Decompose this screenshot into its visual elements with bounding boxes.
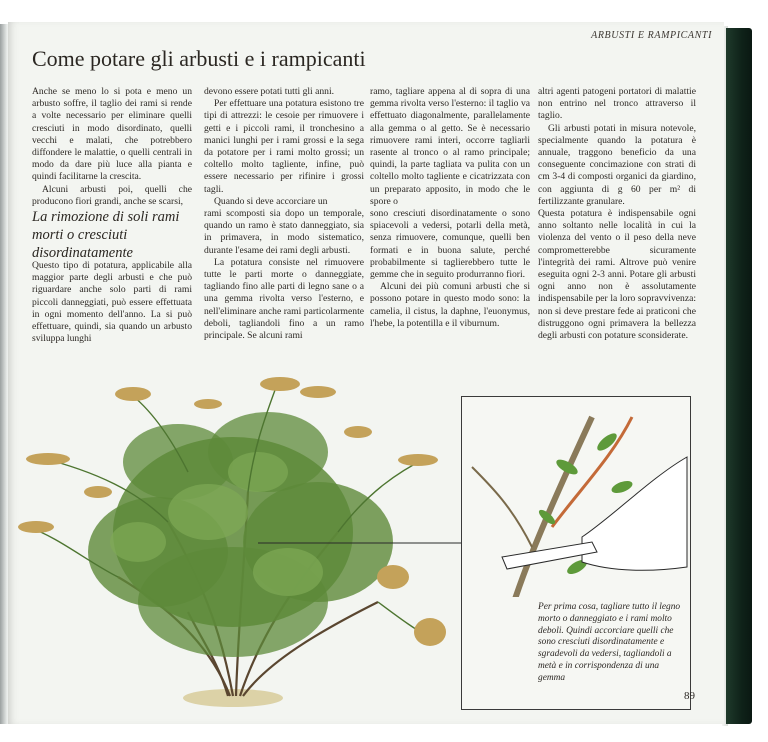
paragraph: Anche se meno lo si pota e meno un arbusto soffre, il taglio dei rami si rende a volte necessario per eliminare quelli cresciuti in modo disordinato, quelli vecchi e malati, che potrebbero diffondere le malattie, o quelli centrali in modo da dare più luce alla pianta e quindi facilitarne la crescita. <box>32 86 192 183</box>
paragraph: Alcuni arbusti poi, quelli che producono fiori grandi, anche se scarsi, <box>32 183 192 207</box>
paragraph: sono cresciuti disordinatamente o sono spiacevoli a vedersi, potarli della metà, senza rimuovere, comunque, quelli ben formati e in buona salute, perché probabilmente si taglierebbero tutte le gemme che in seguito produrranno fiori. <box>370 208 530 281</box>
book-page <box>8 22 724 724</box>
paragraph: ramo, tagliare appena al di sopra di una gemma rivolta verso l'esterno: il taglio va effettuato diagonalmente, parallelamente alla gemma o al getto. Se è necessario rimuovere rami interi, occorre tagliarli rasente al tronco o al ramo principale; quindi, la parte tagliata va pulita con un coltello molto tagliente e cicatrizzata con un preparato apposito, in modo che le spore o <box>370 86 530 207</box>
lower-column-4 <box>538 208 696 342</box>
paragraph: altri agenti patogeni portatori di malattie non entrino nel tronco attraverso il taglio. <box>538 86 696 122</box>
paragraph: Gli arbusti potati in misura notevole, specialmente quando la potatura è annuale, traggono beneficio da una conseguente concimazione con strati di cm 3-4 di composti organici da giardino, con aggiunta di g 60 per m² di fertilizzante granulare. <box>538 122 696 207</box>
page-number: 89 <box>684 690 695 702</box>
page-title: Come potare gli arbusti e i rampicanti <box>32 46 366 71</box>
top-column-4 <box>538 86 696 208</box>
paragraph: Per effettuare una potatura esistono tre tipi di attrezzi: le cesoie per rimuovere i getti e i piccoli rami, il tronchesino a manici lunghi per i rami grossi e la sega da potatore per i rami molto grossi; un coltello molto tagliente, infine, può essere necessario per rifinire i grossi tagli. <box>204 98 364 195</box>
running-head: ARBUSTI E RAMPICANTI <box>591 30 712 41</box>
shrub-illustration <box>18 362 448 712</box>
pruning-hand-illustration <box>462 397 690 597</box>
hand-outline <box>582 457 687 570</box>
lower-column-3 <box>370 208 530 330</box>
paragraph: Questa potatura è indispensabile ogni anno soltanto nelle località in cui la violenza del vento o il peso della neve comprometterebbe sicuramente l'integrità dei rami. Altrove può venire eseguita ogni 2-3 anni. Potare gli arbusti ogni anno non è assolutamente indispensabile per la loro sopravvivenza: non si deve prestare fede ai praticoni che distruggono ogni primavera la bellezza degli arbusti con potature sconsiderate. <box>538 208 696 342</box>
lower-column-1 <box>32 260 192 345</box>
top-column-2 <box>204 86 364 208</box>
top-column-3 <box>370 86 530 208</box>
lower-column-2 <box>204 208 364 342</box>
figure-caption: Per prima cosa, tagliare tutto il legno morto o danneggiato e i rami molto deboli. Quindi accorciare quelli che sono cresciuti disordinatamente e sgradevoli da vedersi, tagliandoli a metà e in corrispondenza di una gemma <box>538 602 681 683</box>
paragraph: Alcuni dei più comuni arbusti che si possono potare in questo modo sono: la camelia, il cistus, la daphne, l'euonymus, l'hebe, la potentilla e il viburnum. <box>370 281 530 329</box>
paragraph: rami scomposti sia dopo un temporale, quando un ramo è stato danneggiato, sia in primavera, in modo sistematico, durante l'esame dei rami degli arbusti. <box>204 208 364 256</box>
top-column-1 <box>32 86 192 208</box>
paragraph: Quando si deve accorciare un <box>214 195 328 207</box>
paragraph: devono essere potati tutti gli anni. <box>204 86 335 97</box>
paragraph: Questo tipo di potatura, applicabile alla maggior parte degli arbusti e che può riguardare anche solo parti di rami piccoli danneggiati, può essere effettuata in ogni momento dell'anno. La si può effettuare, quindi, sia quando un arbusto sviluppa lunghi <box>32 260 192 345</box>
section-subheading: La rimozione di soli rami morti o cresciuti disordinatamente <box>32 209 180 261</box>
paragraph: La potatura consiste nel rimuovere tutte le parti morte o danneggiate, tagliando fino alle parti di legno sane o a una gemma rivolta verso l'esterno, e nell'eliminare anche rami particolarmente deboli, tagliandoli fino a un ramo principale. Se alcuni rami <box>204 256 364 342</box>
book-cover <box>726 28 752 724</box>
